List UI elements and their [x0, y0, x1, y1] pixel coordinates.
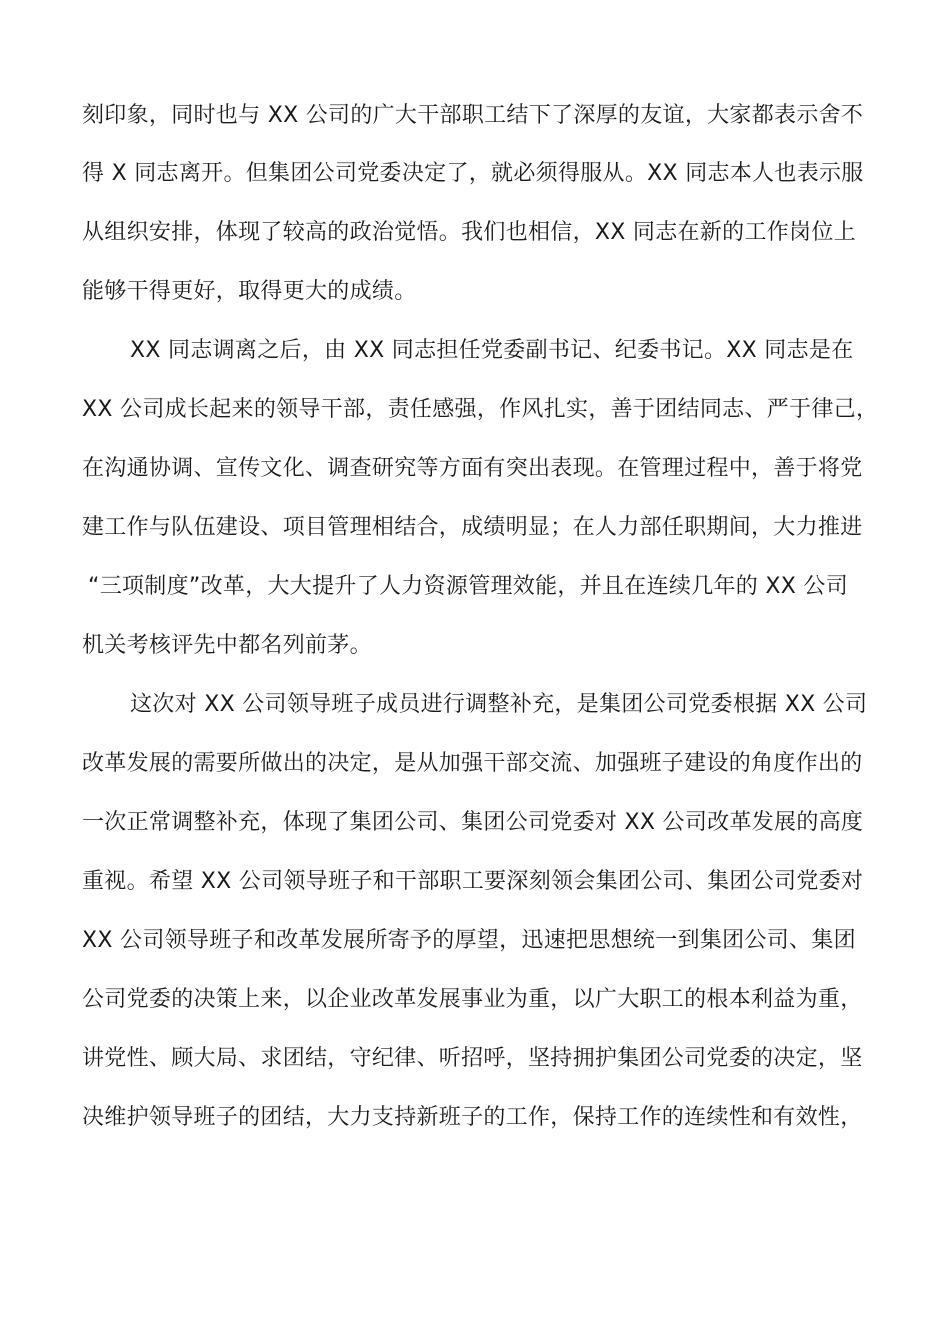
- paragraph-3-line-7: 讲党性、顾大局、求团结，守纪律、听招呼，坚持拥护集团公司党委的决定，坚: [82, 1046, 863, 1071]
- paragraph-1-line-3: 从组织安排，体现了较高的政治觉悟。我们也相信，XX 同志在新的工作岗位上: [82, 220, 856, 245]
- paragraph-2-line-4: 建工作与队伍建设、项目管理相结合，成绩明显；在人力部任职期间，大力推进: [82, 515, 863, 540]
- paragraph-3-line-8: 决维护领导班子的团结，大力支持新班子的工作，保持工作的连续性和有效性，: [82, 1105, 863, 1130]
- paragraph-2-line-5: “三项制度”改革，大大提升了人力资源管理效能，并且在连续几年的 XX 公司: [88, 574, 849, 599]
- paragraph-2-line-6: 机关考核评先中都名列前茅。: [82, 633, 372, 658]
- paragraph-2-line-3: 在沟通协调、宣传文化、调查研究等方面有突出表现。在管理过程中，善于将党: [82, 456, 863, 481]
- paragraph-3-line-2: 改革发展的需要所做出的决定，是从加强干部交流、加强班子建设的角度作出的: [82, 751, 863, 776]
- paragraph-1-line-1: 刻印象，同时也与 XX 公司的广大干部职工结下了深厚的友谊，大家都表示舍不: [82, 103, 864, 128]
- paragraph-3-line-4: 重视。希望 XX 公司领导班子和干部职工要深刻领会集团公司、集团公司党委对: [82, 869, 864, 894]
- paragraph-2-line-1: XX 同志调离之后，由 XX 同志担任党委副书记、纪委书记。XX 同志是在: [130, 338, 854, 363]
- paragraph-2-line-2: XX 公司成长起来的领导干部，责任感强，作风扎实，善于团结同志、严于律己，: [82, 397, 879, 422]
- paragraph-1-line-2: 得 X 同志离开。但集团公司党委决定了，就必须得服从。XX 同志本人也表示服: [82, 161, 864, 186]
- paragraph-3-line-5: XX 公司领导班子和改革发展所寄予的厚望，迅速把思想统一到集团公司、集团: [82, 928, 856, 953]
- paragraph-1-line-4: 能够干得更好，取得更大的成绩。: [82, 279, 417, 304]
- paragraph-3-line-1: 这次对 XX 公司领导班子成员进行调整补充，是集团公司党委根据 XX 公司: [130, 692, 868, 717]
- paragraph-3-line-6: 公司党委的决策上来，以企业改革发展事业为重，以广大职工的根本利益为重，: [82, 987, 863, 1012]
- paragraph-3-line-3: 一次正常调整补充，体现了集团公司、集团公司党委对 XX 公司改革发展的高度: [82, 810, 864, 835]
